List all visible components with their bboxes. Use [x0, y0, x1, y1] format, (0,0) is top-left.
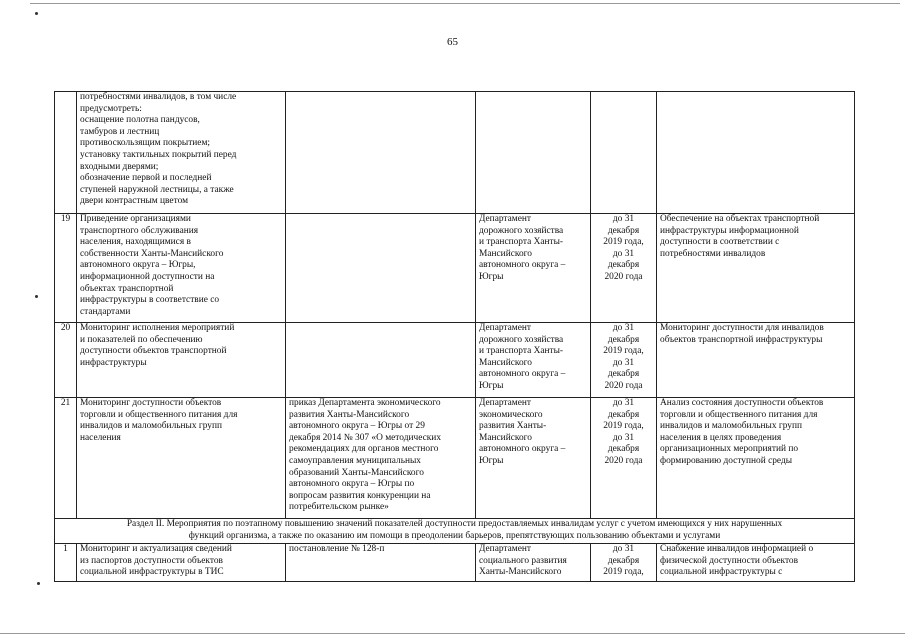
- executor-cell: [476, 544, 591, 582]
- result-text: Снабжение инвалидов информацией о физической доступности объектов социальной инфраструктуры с: [660, 544, 814, 578]
- table-row: [55, 398, 855, 519]
- measure-text: Мониторинг и актуализация сведений из паспортов доступности объектов социальной инфраструктуры в ТИС: [80, 544, 232, 578]
- measures-table: [54, 91, 855, 582]
- measure-text: Мониторинг доступности объектов торговли и общественного питания для инвалидов и маломобильных групп населения: [80, 398, 238, 443]
- basis-cell: [286, 544, 476, 582]
- scan-edge-line: [0, 633, 905, 634]
- result-text: Мониторинг доступности для инвалидов объектов транспортной инфраструктуры: [660, 323, 824, 345]
- scan-edge-line: [30, 3, 900, 4]
- scan-speck: [35, 12, 38, 15]
- basis-cell: [286, 214, 476, 323]
- measure-cell: [77, 323, 286, 398]
- deadline-cell: [591, 398, 657, 519]
- deadline-text: до 31 декабря 2019 года,: [603, 544, 644, 578]
- section-header-row: [55, 519, 855, 544]
- measure-text: Мониторинг исполнения мероприятий и показателей по обеспечению доступности объектов транспортной инфраструктуры: [80, 323, 235, 368]
- measure-cell: [77, 214, 286, 323]
- result-cell: [657, 544, 855, 582]
- section-title-cell: [55, 519, 855, 544]
- table-row: [55, 544, 855, 582]
- result-cell: [657, 214, 855, 323]
- basis-cell: [286, 398, 476, 519]
- executor-text: Департамент экономического развития Ханты- Мансийского автономного округа – Югры: [479, 398, 566, 466]
- deadline-cell: [591, 544, 657, 582]
- section-title: Раздел II. Мероприятия по поэтапному повышению значений показателей доступности предоставляемых инвалидам услуг с учетом имеющихся у них нарушенных функций организма, а также по оказанию им помощи в преодолении барьеров, препятствующих пользованию объектами и услугами: [126, 519, 783, 541]
- deadline-text: до 31 декабря 2019 года, до 31 декабря 2020 года: [603, 398, 644, 466]
- executor-cell: [476, 398, 591, 519]
- row-number: 20: [55, 323, 77, 398]
- deadline-cell: [591, 214, 657, 323]
- row-number: 1: [55, 544, 77, 582]
- executor-cell: [476, 214, 591, 323]
- deadline-text: до 31 декабря 2019 года, до 31 декабря 2020 года: [603, 214, 644, 282]
- basis-cell: [286, 92, 476, 214]
- executor-text: Департамент дорожного хозяйства и транспорта Ханты- Мансийского автономного округа – Югры: [479, 214, 566, 282]
- measure-cell: [77, 544, 286, 582]
- row-number: 19: [55, 214, 77, 323]
- basis-text: постановление № 128-п: [289, 544, 385, 554]
- table-row: [55, 323, 855, 398]
- result-cell: [657, 92, 855, 214]
- scan-speck: [35, 295, 38, 298]
- table-row: [55, 214, 855, 323]
- result-cell: [657, 323, 855, 398]
- measure-cell: [77, 92, 286, 214]
- result-cell: [657, 398, 855, 519]
- page-number: 65: [447, 36, 458, 48]
- deadline-text: до 31 декабря 2019 года, до 31 декабря 2020 года: [603, 323, 644, 391]
- measure-text: Приведение организациями транспортного обслуживания населения, находящимися в собственности Ханты-Мансийского автономного округа – Югры, информационной доступности на объектах транспортной инфраструктуры в соответствие со стандартами: [80, 214, 224, 317]
- table-row: [55, 92, 855, 214]
- executor-text: Департамент дорожного хозяйства и транспорта Ханты- Мансийского автономного округа – Югры: [479, 323, 566, 391]
- deadline-cell: [591, 323, 657, 398]
- executor-text: Департамент социального развития Ханты-Мансийского: [479, 544, 567, 578]
- row-number: 21: [55, 398, 77, 519]
- result-text: Обеспечение на объектах транспортной инфраструктуры информационной доступности в соответствии с потребностями инвалидов: [660, 214, 820, 259]
- result-text: Анализ состояния доступности объектов торговли и общественного питания для инвалидов и маломобильных групп населения в целях проведения организационных мероприятий по формированию доступной среды: [660, 398, 824, 466]
- basis-cell: [286, 323, 476, 398]
- measure-text: потребностями инвалидов, в том числе предусмотреть: оснащение полотна пандусов, тамбуров и лестниц противоскользящим покрытием; установку тактильных покрытий перед входными дверями; обозначение первой и последней ступеней наружной лестницы, а также двери контрастным цветом: [80, 92, 237, 207]
- deadline-cell: [591, 92, 657, 214]
- scan-speck: [37, 582, 40, 585]
- executor-cell: [476, 323, 591, 398]
- measure-cell: [77, 398, 286, 519]
- row-number: [55, 92, 77, 214]
- basis-text: приказ Департамента экономического развития Ханты-Мансийского автономного округа – Югры от 29 декабря 2014 № 307 «О методических рекомендациях для органов местного самоуправления муниципальных образований Ханты-Мансийского автономного округа – Югры по вопросам развития конкуренции на потребительском рынке»: [289, 398, 442, 513]
- executor-cell: [476, 92, 591, 214]
